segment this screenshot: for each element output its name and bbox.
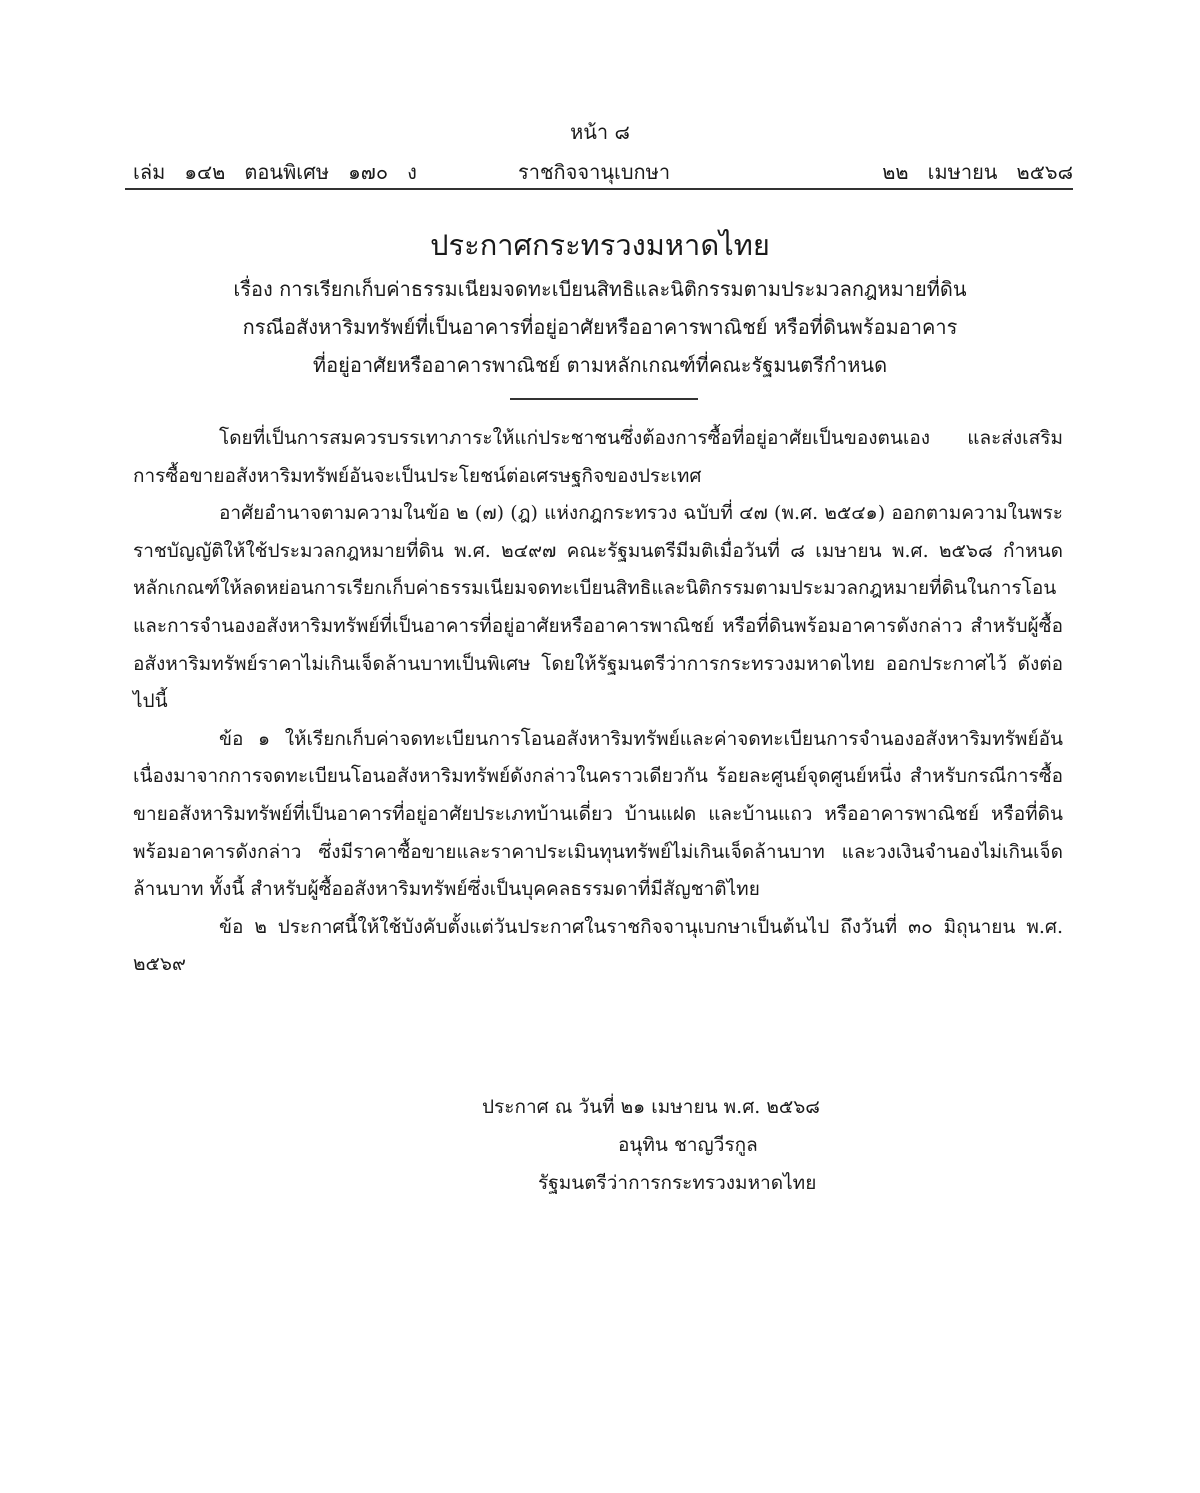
clause-1-paragraph: ข้อ ๑ ให้เรียกเก็บค่าจดทะเบียนการโอนอสังหาริมทรัพย์และค่าจดทะเบียนการจำนองอสังหาริมทรัพย์อันเนื่องมาจากการจดทะเบียนโอนอสังหาริมทรัพย์ดังกล่าวในคราวเดียวกัน ร้อยละศูนย์จุดศูนย์หนึ่ง สำหรับกรณีการซื้อขายอสังหาริมทรัพย์ที่เป็นอาคารที่อยู่อาศัยประเภทบ้านเดี่ยว บ้านแฝด และบ้านแถว หรืออาคารพาณิชย์ หรือที่ดินพร้อมอาคารดังกล่าว ซึ่งมีราคาซื้อขายและราคาประเมินทุนทรัพย์ไม่เกินเจ็ดล้านบาท และวงเงินจำนองไม่เกินเจ็ดล้านบาท ทั้งนี้ สำหรับผู้ซื้ออสังหาริมทรัพย์ซึ่งเป็นบุคคลธรรมดาที่มีสัญชาติไทย [133, 727, 1063, 901]
title-divider [510, 398, 698, 400]
page-number: หน้า ๘ [570, 120, 630, 144]
subject-line: เรื่อง การเรียกเก็บค่าธรรมเนียมจดทะเบียนสิทธิและนิติกรรมตามประมวลกฎหมายที่ดิน [233, 277, 967, 301]
clause-2-paragraph: ข้อ ๒ ประกาศนี้ให้ใช้บังคับตั้งแต่วันประกาศในราชกิจจานุเบกษาเป็นต้นไป ถึงวันที่ ๓๐ มิถุนายน พ.ศ. ๒๕๖๙ [133, 915, 1063, 976]
gazette-header [133, 156, 1073, 186]
subject-line: กรณีอสังหาริมทรัพย์ที่เป็นอาคารที่อยู่อาศัยหรืออาคารพาณิชย์ หรือที่ดินพร้อมอาคาร [242, 315, 958, 339]
announcement-title: ประกาศกระทรวงมหาดไทย [430, 228, 770, 262]
signatory-position: รัฐมนตรีว่าการกระทรวงมหาดไทย [538, 1172, 817, 1194]
signatory-name: อนุทิน ชาญวีรกูล [618, 1134, 758, 1156]
announcement-body [133, 420, 1063, 984]
subject-line: ที่อยู่อาศัยหรืออาคารพาณิชย์ ตามหลักเกณฑ์ที่คณะรัฐมนตรีกำหนด [312, 353, 888, 377]
volume-info: เล่ม ๑๔๒ ตอนพิเศษ ๑๗๐ ง [133, 160, 417, 184]
authority-paragraph: อาศัยอำนาจตามความในข้อ ๒ (๗) (ฎ) แห่งกฎกระทรวง ฉบับที่ ๔๗ (พ.ศ. ๒๕๔๑) ออกตามความในพระราชบัญญัติให้ใช้ประมวลกฎหมายที่ดิน พ.ศ. ๒๔๙๗ คณะรัฐมนตรีมีมติเมื่อวันที่ ๘ เมษายน พ.ศ. ๒๕๖๘ กำหนดหลักเกณฑ์ให้ลดหย่อนการเรียกเก็บค่าธรรมเนียมจดทะเบียนสิทธิและนิติกรรมตามประมวลกฎหมายที่ดินในการโอนและการจำนองอสังหาริมทรัพย์ที่เป็นอาคารที่อยู่อาศัยหรืออาคารพาณิชย์ หรือที่ดินพร้อมอาคารดังกล่าว สำหรับผู้ซื้ออสังหาริมทรัพย์ราคาไม่เกินเจ็ดล้านบาทเป็นพิเศษ โดยให้รัฐมนตรีว่าการกระทรวงมหาดไทย ออกประกาศไว้ ดังต่อไปนี้ [133, 502, 1063, 713]
publication-date: ๒๒ เมษายน ๒๕๖๘ [882, 160, 1073, 184]
preamble-paragraph: โดยที่เป็นการสมควรบรรเทาภาระให้แก่ประชาชนซึ่งต้องการซื้อที่อยู่อาศัยเป็นของตนเอง และส่งเสริมการซื้อขายอสังหาริมทรัพย์อันจะเป็นประโยชน์ต่อเศรษฐกิจของประเทศ [133, 427, 1063, 487]
publication-name: ราชกิจจานุเบกษา [518, 160, 671, 184]
announcement-date: ประกาศ ณ วันที่ ๒๑ เมษายน พ.ศ. ๒๕๖๘ [482, 1096, 820, 1118]
header-divider [125, 188, 1073, 190]
subject-block [130, 270, 1070, 384]
signature-block [440, 1088, 960, 1202]
